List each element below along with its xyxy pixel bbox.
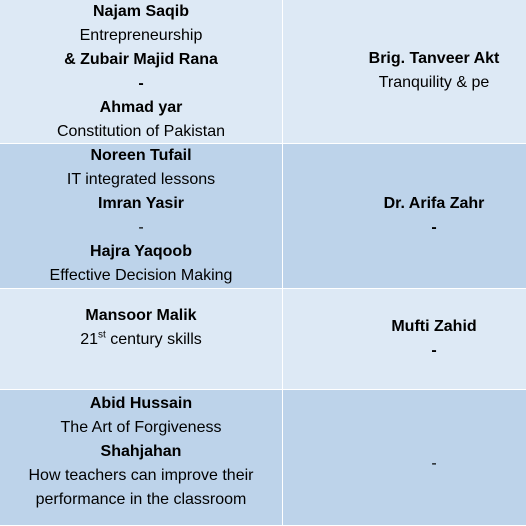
- separator-dash: -: [431, 219, 437, 236]
- separator-dash: -: [138, 219, 144, 236]
- session-topic: IT integrated lessons: [66, 171, 216, 188]
- table-row: [0, 0, 526, 144]
- speaker-name: Shahjahan: [100, 443, 182, 460]
- guest-name: Dr. Arifa Zahr: [383, 195, 485, 212]
- session-topic: Constitution of Pakistan: [56, 123, 226, 140]
- speakers-cell: [0, 0, 283, 143]
- session-topic: Effective Decision Making: [49, 267, 233, 284]
- table-row: [0, 144, 526, 289]
- guest-cell: [283, 390, 526, 525]
- speakers-cell: [0, 144, 283, 288]
- separator-dash: -: [431, 342, 437, 359]
- session-topic: performance in the classroom: [35, 491, 247, 508]
- table-row: [0, 390, 526, 526]
- session-topic: Entrepreneurship: [79, 27, 203, 44]
- guest-cell: [283, 144, 526, 288]
- session-topic: How teachers can improve their: [28, 467, 254, 484]
- speaker-name: Abid Hussain: [89, 395, 193, 412]
- speakers-cell: [0, 390, 283, 525]
- session-topic: The Art of Forgiveness: [60, 419, 222, 436]
- guest-name: Brig. Tanveer Akt: [368, 50, 500, 67]
- speaker-name: & Zubair Majid Rana: [64, 51, 218, 68]
- session-topic: 21st century skills: [80, 329, 202, 348]
- speaker-name: Najam Saqib: [92, 3, 190, 20]
- speaker-name: Imran Yasir: [98, 195, 184, 212]
- guest-cell: [283, 289, 526, 389]
- speaker-name: Hajra Yaqoob: [90, 243, 192, 260]
- speaker-name: Ahmad yar: [99, 99, 183, 116]
- guest-name: Mufti Zahid: [391, 318, 477, 335]
- separator-dash: -: [431, 455, 437, 472]
- separator-dash: -: [138, 75, 144, 92]
- guest-topic: Tranquility & pe: [378, 74, 490, 91]
- table-row: [0, 289, 526, 390]
- speaker-name: Noreen Tufail: [90, 147, 192, 164]
- guest-cell: [283, 0, 526, 143]
- speakers-cell: [0, 289, 283, 389]
- speaker-name: Mansoor Malik: [85, 307, 197, 324]
